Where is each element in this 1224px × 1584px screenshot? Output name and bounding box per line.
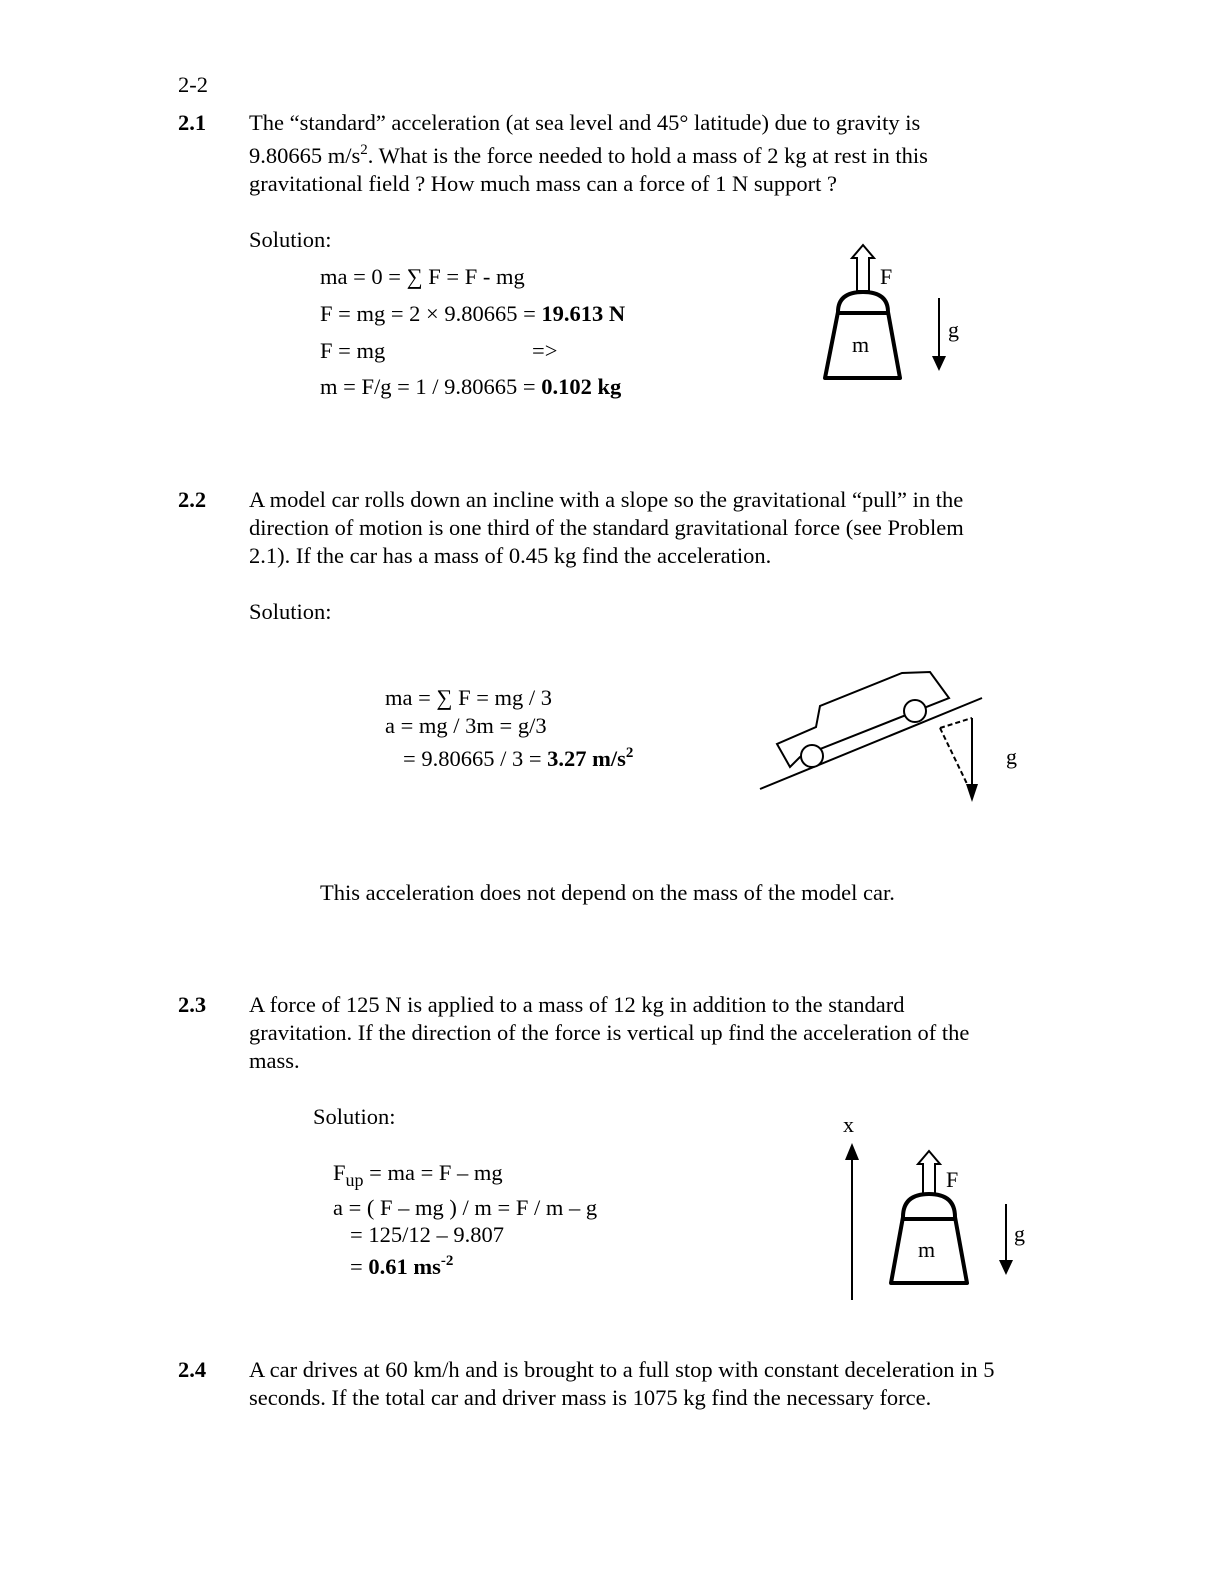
problem-2-3-f: F bbox=[333, 1160, 346, 1185]
gravity-arrow-icon bbox=[932, 298, 946, 371]
problem-2-2-solution-label: Solution: bbox=[249, 599, 332, 624]
problem-2-1-equation-3: F = mg bbox=[320, 338, 386, 363]
problem-2-2-equation-1: ma = ∑ F = mg / 3 bbox=[385, 685, 553, 710]
problem-2-3-equation-2: a = ( F – mg ) / m = F / m – g bbox=[333, 1195, 598, 1220]
problem-2-2-number: 2.2 bbox=[178, 487, 207, 512]
x-axis-arrow-icon bbox=[845, 1143, 859, 1300]
problem-2-2-equation-2: a = mg / 3m = g/3 bbox=[385, 713, 547, 738]
problem-2-3-figure bbox=[830, 1110, 1040, 1310]
problem-2-1-number: 2.1 bbox=[178, 110, 207, 135]
problem-2-2-note: This acceleration does not depend on the mass of the model car. bbox=[320, 880, 895, 905]
problem-2-3-line-1: A force of 125 N is applied to a mass of 12 kg in addition to the standard bbox=[249, 992, 905, 1017]
problem-2-1-figure bbox=[810, 240, 980, 390]
problem-2-3-line-2: gravitation. If the direction of the force is vertical up find the acceleration of the bbox=[249, 1020, 970, 1045]
problem-2-2-line-3: 2.1). If the car has a mass of 0.45 kg find the acceleration. bbox=[249, 543, 772, 568]
fig1-gravity-label: g bbox=[948, 317, 959, 342]
problem-2-3-answer-value: 0.61 ms bbox=[368, 1254, 441, 1279]
problem-2-3-equation-4-prefix: = bbox=[350, 1254, 369, 1279]
problem-2-3-line-3: mass. bbox=[249, 1048, 300, 1073]
problem-2-2-answer-value: 3.27 m/s bbox=[547, 746, 626, 771]
fig3-force-label: F bbox=[946, 1167, 959, 1192]
force-arrow-icon bbox=[918, 1151, 940, 1194]
problem-2-4-line-2: seconds. If the total car and driver mass is 1075 kg find the necessary force. bbox=[249, 1385, 932, 1410]
problem-2-3-answer bbox=[368, 1254, 453, 1279]
problem-2-1-solution-label: Solution: bbox=[249, 227, 332, 252]
fig3-gravity-label: g bbox=[1014, 1221, 1025, 1246]
problem-2-1-line-1: The “standard” acceleration (at sea level and 45° latitude) due to gravity is bbox=[249, 110, 921, 135]
problem-2-3-number: 2.3 bbox=[178, 992, 207, 1017]
problem-2-1-line-3: gravitational field ? How much mass can a force of 1 N support ? bbox=[249, 171, 837, 196]
implies-arrow: => bbox=[532, 338, 558, 363]
gravity-arrow-icon bbox=[999, 1204, 1013, 1275]
fig1-force-label: F bbox=[880, 264, 893, 289]
fig1-mass-label: m bbox=[852, 332, 870, 357]
problem-2-2-equation-3-text: = 9.80665 / 3 = bbox=[403, 746, 548, 771]
gravity-component-triangle-icon bbox=[940, 718, 972, 790]
problem-2-3-equation-1-rest: = ma = F – mg bbox=[363, 1160, 503, 1185]
fig2-gravity-label: g bbox=[1006, 744, 1017, 769]
problem-2-2-answer bbox=[547, 746, 633, 771]
problem-2-1-line-2 bbox=[249, 142, 928, 168]
problem-2-3-answer-exponent: -2 bbox=[440, 1253, 454, 1269]
problem-2-1-equation-4 bbox=[320, 376, 621, 399]
problem-2-2-equation-3 bbox=[403, 745, 634, 771]
problem-2-4-number: 2.4 bbox=[178, 1357, 207, 1382]
problem-2-3-equation-1 bbox=[333, 1160, 503, 1190]
problem-2-4-line-1: A car drives at 60 km/h and is brought to a full stop with constant deceleration in 5 bbox=[249, 1357, 995, 1382]
problem-2-2-answer-exponent: 2 bbox=[625, 745, 634, 761]
fig3-mass-label: m bbox=[918, 1237, 936, 1262]
problem-2-1-equation-4-text: m = F/g = 1 / 9.80665 = bbox=[320, 374, 542, 399]
problem-2-1-equation-1: ma = 0 = ∑ F = F - mg bbox=[320, 264, 525, 289]
force-arrow-icon bbox=[852, 245, 874, 291]
car-front-wheel bbox=[904, 700, 926, 722]
car-rear-wheel bbox=[801, 745, 823, 767]
problem-2-1-line-2-rest: . What is the force needed to hold a mass of 2 kg at rest in this bbox=[367, 143, 928, 168]
problem-2-2-figure bbox=[750, 665, 1040, 805]
fig3-axis-label: x bbox=[843, 1112, 854, 1137]
problem-2-1-exponent: 2 bbox=[360, 142, 368, 158]
problem-2-3-equation-3: = 125/12 – 9.807 bbox=[350, 1222, 504, 1247]
problem-2-1-equation-2-text: F = mg = 2 × 9.80665 = bbox=[320, 301, 542, 326]
problem-2-1-equation-2 bbox=[320, 303, 625, 326]
problem-2-3-solution-label: Solution: bbox=[313, 1104, 396, 1129]
problem-2-3-subscript: up bbox=[345, 1170, 364, 1190]
problem-2-1-answer-mass: 0.102 kg bbox=[541, 374, 622, 399]
problem-2-1-answer-force: 19.613 N bbox=[541, 301, 626, 326]
page-label: 2-2 bbox=[178, 72, 208, 97]
problem-2-3-equation-4 bbox=[350, 1253, 454, 1279]
gravity-arrowhead-icon bbox=[966, 784, 978, 802]
problem-2-2-line-1: A model car rolls down an incline with a slope so the gravitational “pull” in the bbox=[249, 487, 964, 512]
problem-2-2-line-2: direction of motion is one third of the standard gravitational force (see Problem bbox=[249, 515, 964, 540]
problem-2-1-value: 9.80665 m/s bbox=[249, 143, 361, 168]
